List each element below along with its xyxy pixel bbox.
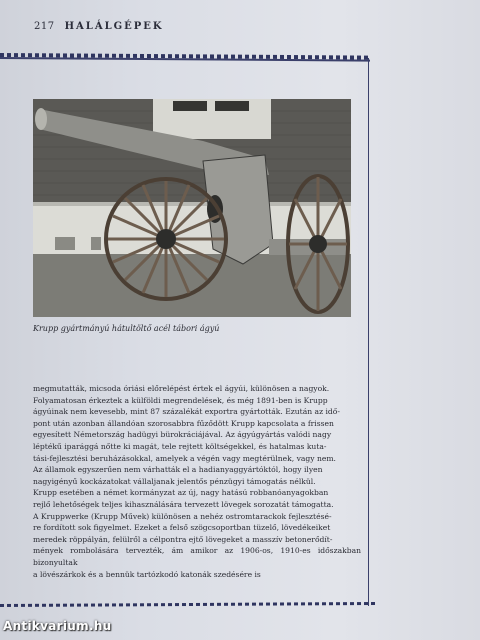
watermark-logo: Antikvarium.hu xyxy=(3,619,112,633)
body-line: meredek röppályán, felülről a célpontra ejtő lövegeket a masszív betonerődít- xyxy=(33,534,333,544)
photo-caption: Krupp gyártmányú hátultöltő acél tábori ágyú xyxy=(33,324,220,333)
body-line: egyesített Németország hadügyi bürokráciájával. Az ágyúgyártás valódi nagy xyxy=(33,430,332,440)
page-header xyxy=(34,19,164,32)
body-text xyxy=(33,383,361,580)
body-line: Folyamatosan érkeztek a külföldi megrendelések, és még 1891-ben is Krupp xyxy=(33,395,328,405)
body-line: Az államok egyszerűen nem várhatták el a hadianyaggyártóktól, hogy ilyen xyxy=(33,465,323,475)
body-line: a lövészárkok és a bennük tartózkodó katonák szedésére is xyxy=(33,569,261,579)
body-line: mények rombolására tervezték, ám amikor az 1906-os, 1910-es időszakban bizonyultak xyxy=(33,546,361,567)
body-line: tási-fejlesztési beruházásokkal, amelyek a végén vagy megtérülnek, vagy nem. xyxy=(33,453,336,463)
field-gun-illustration xyxy=(33,99,351,317)
page-number: 217 xyxy=(34,21,55,32)
body-line: A Kruppwerke (Krupp Művek) különösen a nehéz ostromtarackok fejlesztésé- xyxy=(33,511,332,521)
bottom-decorative-rule xyxy=(0,602,375,607)
right-rule-line xyxy=(368,58,369,606)
body-line: léptékű iparággá nőtte ki magát, tele rejtett költségekkel, és hatalmas kuta- xyxy=(33,441,327,451)
body-line: Krupp esetében a német kormányzat az új, nagy hatású robbanóanyagokban xyxy=(33,488,329,498)
body-line: ágyúinak nem kevesebb, mint 87 százalékát exportra gyártották. Ezután az idő- xyxy=(33,407,340,417)
body-line: pont után azonban állandóan szorosabbra fűződött Krupp kapcsolata a frissen xyxy=(33,418,334,428)
field-gun-photo xyxy=(33,99,351,317)
body-line: re fordított sok figyelmet. Ezeket a felső szögcsoportban tüzelő, lövedékeiket xyxy=(33,523,331,533)
body-line: rejlő lehetőségek teljes kihasználására tervezett lövegek sorozatát támogatta. xyxy=(33,499,334,509)
running-title: HALÁLGÉPEK xyxy=(64,21,164,32)
body-line: megmutatták, micsoda óriási előrelépést értek el ágyúi, különösen a nagyok. xyxy=(33,384,330,393)
body-line: nagyigényű kockázatokat vállaljanak jelentős pénzügyi támogatás nélkül. xyxy=(33,476,316,486)
